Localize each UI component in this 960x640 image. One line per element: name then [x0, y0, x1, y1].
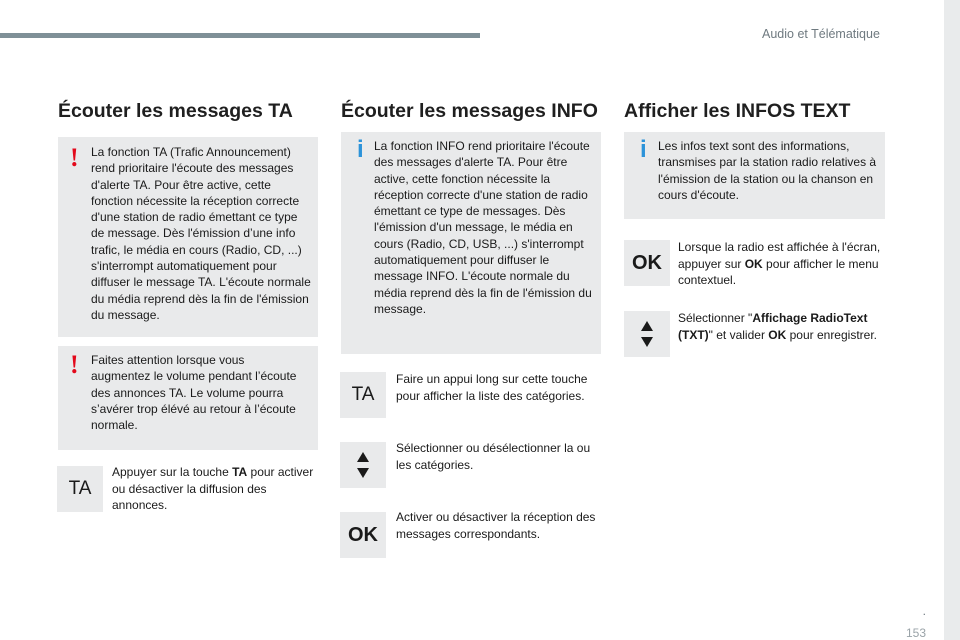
ok-key — [624, 240, 670, 286]
col1-title: Écouter les messages TA — [58, 100, 293, 122]
arrow-down-icon — [357, 468, 369, 478]
step-text: pour afficher le menu contextuel. — [678, 256, 879, 287]
step-bold: OK — [768, 327, 787, 342]
ta-key-label: TA — [68, 478, 92, 499]
col3-step-1 — [678, 239, 885, 289]
step-bold: OK — [744, 256, 763, 271]
col1-step-1 — [112, 464, 317, 514]
step-text: Appuyer sur la touche — [112, 465, 233, 479]
step-text: Lorsque la radio est affichée à l'écran, appuyer sur — [678, 240, 881, 271]
col2-title: Écouter les messages INFO — [341, 100, 598, 122]
ta-key — [340, 372, 386, 418]
step-text: " et valider — [708, 327, 769, 342]
step-bold: Affichage RadioText (TXT) — [678, 311, 868, 342]
up-down-key — [340, 442, 386, 488]
ta-key — [57, 466, 103, 512]
arrow-up-icon — [641, 321, 653, 331]
col2-info-box — [341, 132, 601, 354]
note-text: Faites attention lorsque vous augmentez le volume pendant l’écoute des annonces TA. Le volume pourra s’avérer trop élévé au retour à l’écoute normale. — [91, 353, 297, 433]
info-icon: i — [357, 136, 364, 163]
col2-step-1: Faire un appui long sur cette touche pour afficher la liste des catégories. — [396, 372, 588, 403]
page-number: 153 — [905, 626, 926, 640]
ok-key-label: OK — [632, 251, 662, 274]
step-text: pour enregistrer. — [786, 327, 877, 342]
col3-info-box — [624, 132, 885, 219]
ok-key-label: OK — [348, 523, 378, 546]
arrow-down-icon — [641, 337, 653, 347]
warning-icon: ! — [70, 143, 79, 172]
section-header: Audio et Télématique — [762, 27, 880, 41]
note-text: La fonction INFO rend prioritaire l'écoute des messages d'alerte TA. Pour être active, cette fonction nécessite la réception correcte d'une station de radio émettant ce type de messages. Dès l'émission d'un message, le média en cours (Radio, CD, USB, ...) s'interrompt automatiquement pour diffuser le message INFO. L'écoute normale du média reprend dès la fin de l'émission du message. — [374, 139, 592, 316]
page-dot: . — [922, 604, 926, 618]
side-strip — [944, 0, 960, 640]
arrow-up-icon — [357, 452, 369, 462]
up-down-arrows-icon — [641, 321, 653, 347]
step-text: Sélectionner " — [678, 311, 753, 325]
step-bold: TA — [232, 465, 248, 479]
col1-warning-box-2 — [58, 346, 318, 450]
col3-step-2 — [678, 310, 883, 343]
col2-step-3: Activer ou désactiver la réception des messages correspondants. — [396, 510, 596, 541]
step-text: pour activer ou désactiver la diffusion des annonces. — [112, 465, 314, 512]
note-text: Les infos text sont des informations, transmises par la station radio relatives à l'émission de la station ou la chanson en cours d'écoute. — [658, 139, 877, 202]
col1-warning-box-1 — [58, 137, 318, 337]
top-rule — [0, 33, 480, 38]
note-text: La fonction TA (Trafic Announcement) rend prioritaire l'écoute des messages d'alerte TA. Pour être active, cette fonction nécessite la réception correcte d'une station de radio émettant ce type de message. Dès l'émission d’une info trafic, le média en cours (Radio, CD, ...) s'interrompt automatiquement pour diffuser le message TA. L'écoute normale du média reprend dès la fin de l'émission du message. — [91, 145, 311, 322]
warning-icon: ! — [70, 350, 79, 379]
col2-step-2: Sélectionner ou désélectionner la ou les catégories. — [396, 441, 591, 472]
ok-key — [340, 512, 386, 558]
up-down-key — [624, 311, 670, 357]
up-down-arrows-icon — [357, 452, 369, 478]
ta-key-label: TA — [351, 384, 375, 405]
col3-title: Afficher les INFOS TEXT — [624, 100, 851, 122]
info-icon: i — [640, 136, 647, 163]
